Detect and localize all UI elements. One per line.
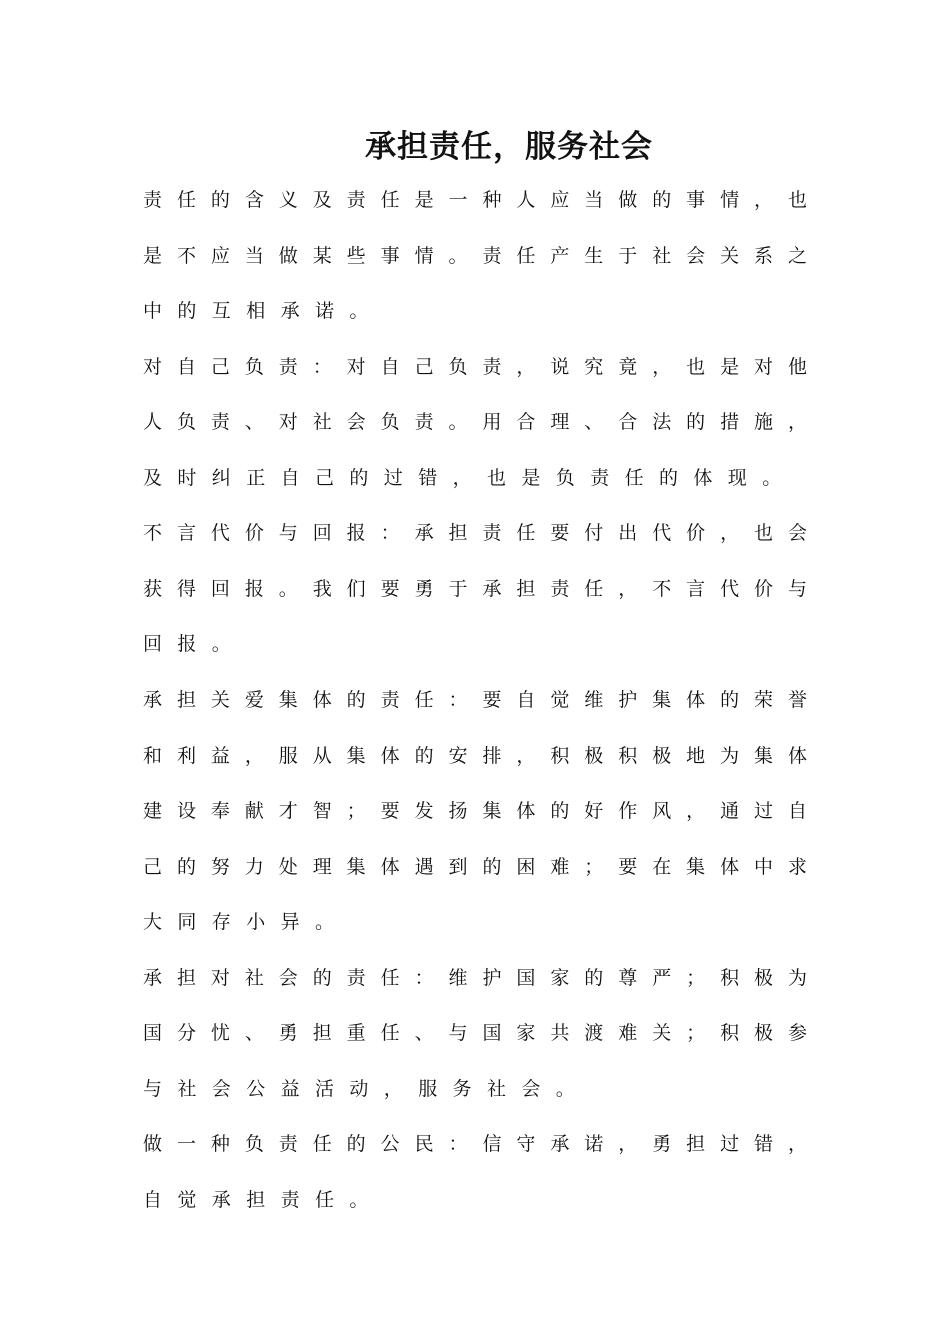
body-line: 做一种负责任的公民：信守承诺，勇担过错， (143, 1133, 807, 1155)
body-line: 与社会公益活动，服务社会。 (143, 1078, 591, 1100)
body-line: 人负责、对社会负责。用合理、合法的措施， (143, 411, 807, 433)
body-line: 是不应当做某些事情。责任产生于社会关系之 (143, 245, 807, 267)
body-line: 己的努力处理集体遇到的困难；要在集体中求 (143, 856, 807, 878)
body-line: 建设奉献才智；要发扬集体的好作风，通过自 (143, 800, 807, 822)
page-title: 承担责任，服务社会 (365, 129, 653, 165)
body-line: 不言代价与回报：承担责任要付出代价，也会 (143, 522, 807, 544)
body-line: 责任的含义及责任是一种人应当做的事情，也 (143, 189, 807, 211)
body-line: 自觉承担责任。 (143, 1189, 384, 1211)
body-line: 对自己负责：对自己负责，说究竟，也是对他 (143, 356, 807, 378)
body-line: 和利益，服从集体的安排，积极积极地为集体 (143, 745, 807, 767)
body-line: 及时纠正自己的过错，也是负责任的体现。 (143, 467, 797, 489)
body-line: 获得回报。我们要勇于承担责任，不言代价与 (143, 578, 807, 600)
body-line: 中的互相承诺。 (143, 300, 384, 322)
body-line: 国分忧、勇担重任、与国家共渡难关；积极参 (143, 1022, 807, 1044)
body-line: 大同存小异。 (143, 911, 350, 933)
body-line: 承担关爱集体的责任：要自觉维护集体的荣誉 (143, 689, 807, 711)
body-line: 回报。 (143, 633, 247, 655)
body-line: 承担对社会的责任：维护国家的尊严；积极为 (143, 967, 807, 989)
